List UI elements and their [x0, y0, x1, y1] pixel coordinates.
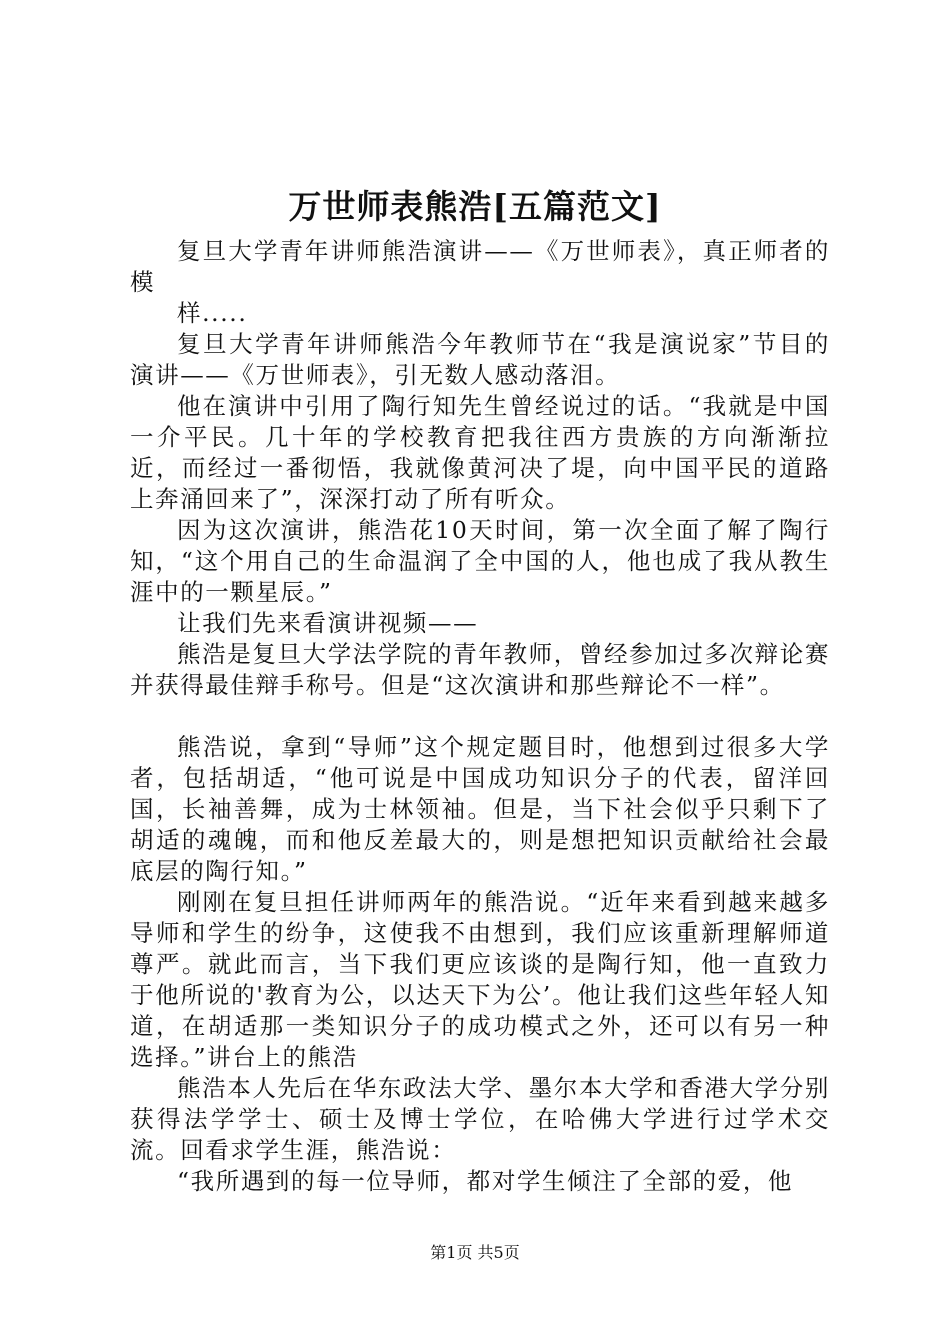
paragraph: “我所遇到的每一位导师，都对学生倾注了全部的爱，他 — [177, 1167, 794, 1195]
paragraph: 复旦大学青年讲师熊浩演讲——《万世师表》，真正师者的模 — [130, 237, 830, 296]
page-footer: 第1页 共5页 — [430, 1243, 520, 1262]
paragraph: 刚刚在复旦担任讲师两年的熊浩说。“近年来看到越来越多导师和学生的纷争，这使我不由想到，我们应该重新理解师道尊严。就此而言，当下我们更应该谈的是陶行知，他一直致力于他所说的'教育为公，以达天下为公’。他让我们这些年轻人知道，在胡适那一类知识分子的成功模式之外，还可以有另一种选择。”讲台上的熊浩 — [130, 888, 830, 1071]
paragraph: 熊浩是复旦大学法学院的青年教师，曾经参加过多次辩论赛并获得最佳辩手称号。但是“这次演讲和那些辩论不一样”。 — [130, 640, 830, 699]
paragraph: 复旦大学青年讲师熊浩今年教师节在“我是演说家”节目的演讲——《万世师表》，引无数人感动落泪。 — [130, 330, 830, 389]
paragraph: 因为这次演讲，熊浩花10天时间，第一次全面了解了陶行知，“这个用自己的生命温润了全中国的人，他也成了我从教生涯中的一颗星辰。” — [130, 516, 830, 606]
document-body — [130, 236, 830, 1197]
paragraph: 他在演讲中引用了陶行知先生曾经说过的话。“我就是中国一介平民。几十年的学校教育把我往西方贵族的方向渐渐拉近，而经过一番彻悟，我就像黄河决了堤，向中国平民的道路上奔涌回来了”，深深打动了所有听众。 — [130, 392, 830, 513]
paragraph: 熊浩本人先后在华东政法大学、墨尔本大学和香港大学分别获得法学学士、硕士及博士学位，在哈佛大学进行过学术交流。回看求学生涯，熊浩说： — [130, 1074, 830, 1164]
paragraph: 让我们先来看演讲视频—— — [177, 609, 479, 637]
document-title: 万世师表熊浩[五篇范文] — [288, 187, 662, 226]
paragraph: 熊浩说，拿到“导师”这个规定题目时，他想到过很多大学者，包括胡适，“他可说是中国成功知识分子的代表，留洋回国，长袖善舞，成为士林领袖。但是，当下社会似乎只剩下了胡适的魂魄，而和他反差最大的，则是想把知识贡献给社会最底层的陶行知。” — [130, 733, 830, 885]
paragraph: 样..... — [177, 299, 248, 327]
